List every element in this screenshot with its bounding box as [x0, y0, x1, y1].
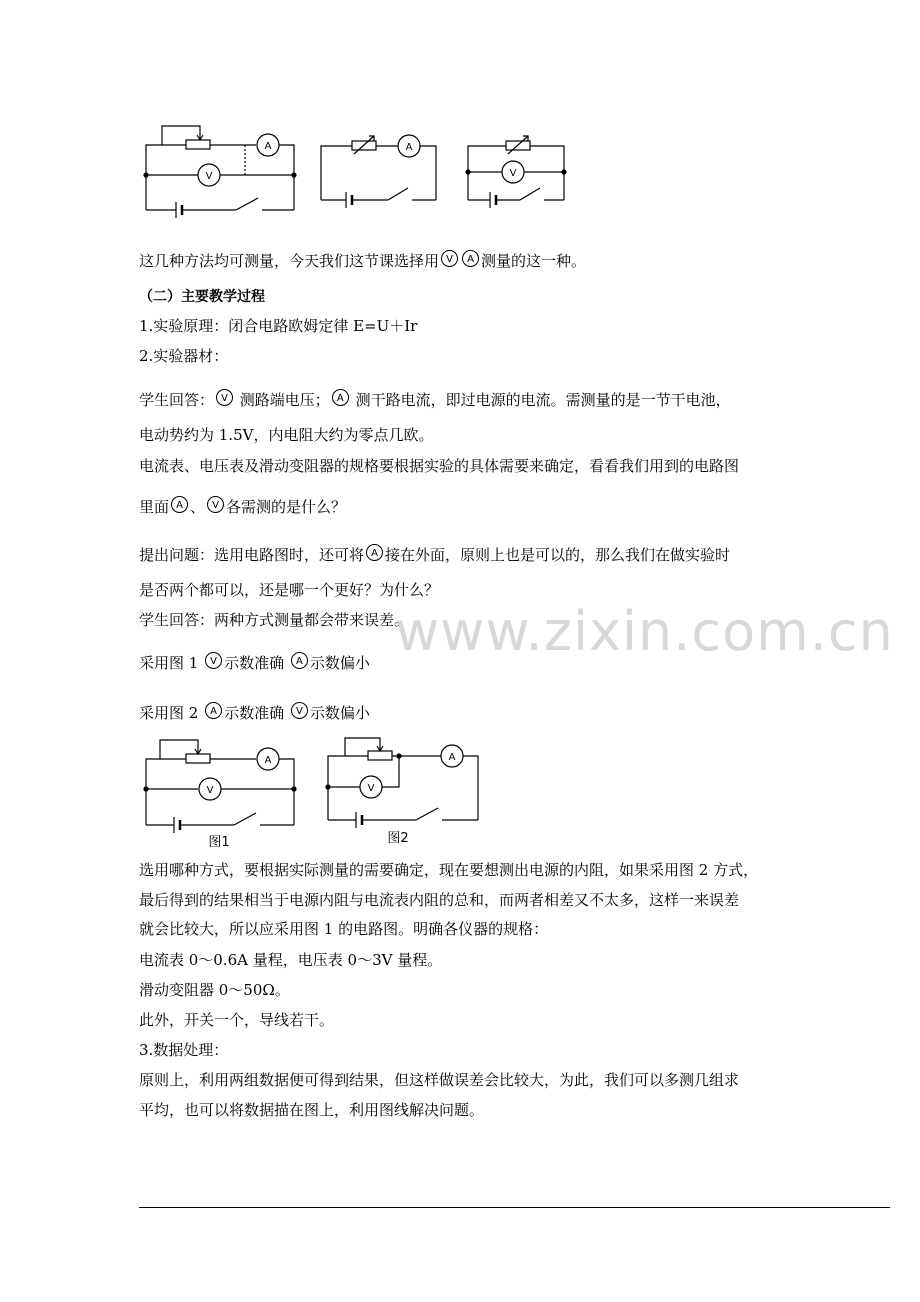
- student-answer-2: 学生回答：两种方式测量都会带来误差。: [139, 611, 410, 629]
- step2-equipment: 2.实验器材：: [139, 347, 229, 365]
- explanation-line-1: 选用哪种方式，要根据实际测量的需要确定，现在要想测出电源的内阻，如果采用图 2 方式，: [139, 861, 759, 879]
- ammeter-symbol-icon: A: [462, 250, 479, 267]
- ammeter-symbol-icon: A: [171, 496, 188, 513]
- voltmeter-symbol-icon: V: [207, 496, 224, 513]
- step1-principle: 1.实验原理：闭合电路欧姆定律 E=U＋Ir: [139, 317, 418, 335]
- spec-ranges: 电流表 0～0.6A 量程，电压表 0～3V 量程。: [139, 951, 443, 969]
- data-processing-line-1: 原则上，利用两组数据便可得到结果，但这样做误差会比较大，为此，我们可以多测几组求: [139, 1071, 740, 1089]
- student-answer-1-line2: 电动势约为 1.5V，内电阻大约为零点几欧。: [139, 426, 434, 444]
- figure1-usage: 采用图 1 V 示数准确 A 示数偏小: [139, 654, 370, 672]
- svg-text:A: A: [264, 755, 272, 766]
- student-answer-1: 学生回答： V 测路端电压； A 测干路电流，即过电源的电流。需测量的是一节干电池，: [139, 391, 731, 409]
- voltmeter-label: V: [205, 171, 213, 182]
- svg-text:V: V: [206, 785, 214, 796]
- svg-text:V: V: [509, 168, 517, 179]
- svg-text:V: V: [367, 783, 375, 794]
- figure2-usage: 采用图 2 A 示数准确 V 示数偏小: [139, 704, 370, 722]
- watermark: www.zixin.com.cn: [395, 600, 894, 663]
- voltmeter-symbol-icon: V: [291, 702, 308, 719]
- top-circuit-diagrams: [0, 0, 920, 230]
- figure-2-label: 图2: [387, 831, 409, 846]
- spec-line-1: 电流表、电压表及滑动变阻器的规格要根据实验的具体需要来确定，看看我们用到的电路图: [139, 457, 740, 475]
- spec-line-2: 里面 A 、 V 各需测的是什么？: [139, 498, 347, 516]
- step3-data-processing: 3.数据处理：: [139, 1041, 229, 1059]
- question-line-1: 提出问题：选用电路图时，还可将 A 接在外面，原则上也是可以的，那么我们在做实验时: [139, 546, 731, 564]
- explanation-line-2: 最后得到的结果相当于电源内阻与电流表内阻的总和，而两者相差又不太多，这样一来误差: [139, 891, 740, 909]
- ammeter-symbol-icon: A: [205, 702, 222, 719]
- figure-circuits: [0, 730, 920, 850]
- figure-1-label: 图1: [208, 835, 230, 850]
- ammeter-symbol-icon: A: [366, 544, 383, 561]
- circuit-1: [144, 126, 296, 218]
- circuit-2: [321, 135, 436, 208]
- voltmeter-symbol-icon: V: [441, 250, 458, 267]
- ammeter-symbol-icon: A: [332, 389, 349, 406]
- circuit-3: [466, 136, 566, 208]
- explanation-line-3: 就会比较大，所以应采用图 1 的电路图。明确各仪器的规格：: [139, 920, 549, 938]
- svg-text:A: A: [448, 752, 456, 763]
- section-title: （二）主要教学过程: [139, 289, 265, 305]
- footer-divider: [139, 1207, 890, 1208]
- spec-rheostat: 滑动变阻器 0～50Ω。: [139, 981, 290, 999]
- figure-2-circuit: [326, 738, 478, 846]
- voltmeter-symbol-icon: V: [216, 389, 233, 406]
- intro-line: 这几种方法均可测量，今天我们这节课选择用 V A 测量的这一种。: [139, 252, 587, 270]
- ammeter-label: A: [264, 141, 272, 152]
- spec-misc: 此外，开关一个，导线若干。: [139, 1011, 335, 1029]
- data-processing-line-2: 平均，也可以将数据描在图上，利用图线解决问题。: [139, 1101, 485, 1119]
- ammeter-symbol-icon: A: [291, 652, 308, 669]
- figure-1-circuit: [144, 740, 296, 850]
- voltmeter-symbol-icon: V: [205, 652, 222, 669]
- svg-text:A: A: [405, 142, 413, 153]
- question-line-2: 是否两个都可以，还是哪一个更好？为什么？: [139, 581, 440, 599]
